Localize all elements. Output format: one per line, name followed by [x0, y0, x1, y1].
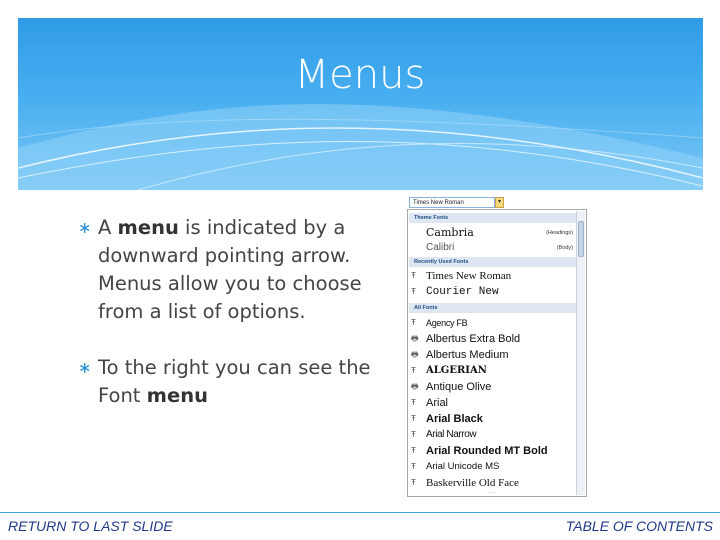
font-item-recent[interactable]: Ŧ Courier New — [411, 286, 499, 298]
truetype-icon: Ŧ — [411, 398, 416, 407]
bullet-text: To the right you can see the Font menu — [98, 356, 371, 407]
section-header-theme: Theme Fonts — [409, 213, 577, 223]
truetype-icon: Ŧ — [411, 430, 416, 439]
bullet-text: A menu is indicated by a downward pointing arrow. Menus allow you to choose from a list of options. — [98, 216, 362, 323]
font-item[interactable]: 🖶 Antique Olive — [411, 381, 492, 393]
truetype-icon: Ŧ — [411, 271, 416, 280]
truetype-icon: Ŧ — [411, 462, 416, 471]
font-item-recent[interactable]: Ŧ Times New Roman — [411, 270, 512, 282]
section-header-recent: Recently Used Fonts — [409, 257, 577, 267]
font-item[interactable]: Ŧ Agency FB — [408, 315, 578, 331]
printer-font-icon: 🖶 — [411, 334, 419, 343]
printer-font-icon: 🖶 — [411, 350, 419, 359]
bullet-item — [78, 214, 398, 326]
section-header-all: All Fonts — [409, 303, 577, 313]
truetype-icon: Ŧ — [411, 414, 416, 423]
printer-font-icon: 🖶 — [411, 382, 419, 391]
truetype-icon: Ŧ — [411, 287, 416, 296]
font-item[interactable]: Ŧ Arial Unicode MS — [408, 459, 578, 475]
font-item[interactable]: Ŧ ALGERIAN — [408, 363, 578, 379]
table-of-contents-link[interactable]: TABLE OF CONTENTS — [565, 518, 713, 534]
scrollbar-thumb[interactable] — [578, 221, 584, 257]
bullet-list — [78, 214, 398, 432]
bullet-star-icon: ∗ — [78, 218, 92, 237]
title-banner — [18, 18, 703, 190]
slide-title: Menus — [294, 52, 426, 98]
truetype-icon: Ŧ — [411, 366, 416, 375]
return-to-last-slide-link[interactable]: RETURN TO LAST SLIDE — [8, 518, 173, 534]
font-item-theme[interactable]: Calibri (Body) — [426, 242, 573, 253]
bold-term: menu — [117, 216, 179, 239]
font-item[interactable]: 🖶 Albertus Extra Bold — [411, 333, 521, 345]
bullet-item — [78, 354, 398, 410]
font-item[interactable]: Ŧ Arial Rounded MT Bold — [411, 445, 548, 457]
bullet-star-icon: ∗ — [78, 358, 92, 377]
truetype-icon: Ŧ — [411, 318, 416, 327]
truetype-icon: Ŧ — [411, 478, 416, 487]
bold-term: menu — [146, 384, 208, 407]
font-name-combobox[interactable]: Times New Roman — [409, 197, 495, 208]
font-item[interactable]: Ŧ Arial Black — [411, 413, 483, 425]
resize-grip-icon[interactable]: ···· — [488, 490, 496, 496]
truetype-icon: Ŧ — [411, 446, 416, 455]
font-menu — [407, 195, 587, 497]
font-item[interactable]: 🖶 Albertus Medium — [411, 349, 509, 361]
font-item[interactable]: Ŧ Baskerville Old Face — [411, 477, 519, 489]
footer-divider — [0, 512, 720, 513]
banner-waves — [18, 18, 703, 190]
font-item[interactable]: Ŧ Arial — [411, 397, 449, 409]
scrollbar[interactable] — [576, 211, 585, 495]
font-item[interactable]: Ŧ Arial Narrow — [408, 427, 578, 443]
font-item-theme[interactable]: Cambria (Headings) — [426, 226, 573, 239]
font-dropdown-list — [407, 209, 587, 497]
chevron-down-icon[interactable]: ▾ — [495, 197, 504, 208]
